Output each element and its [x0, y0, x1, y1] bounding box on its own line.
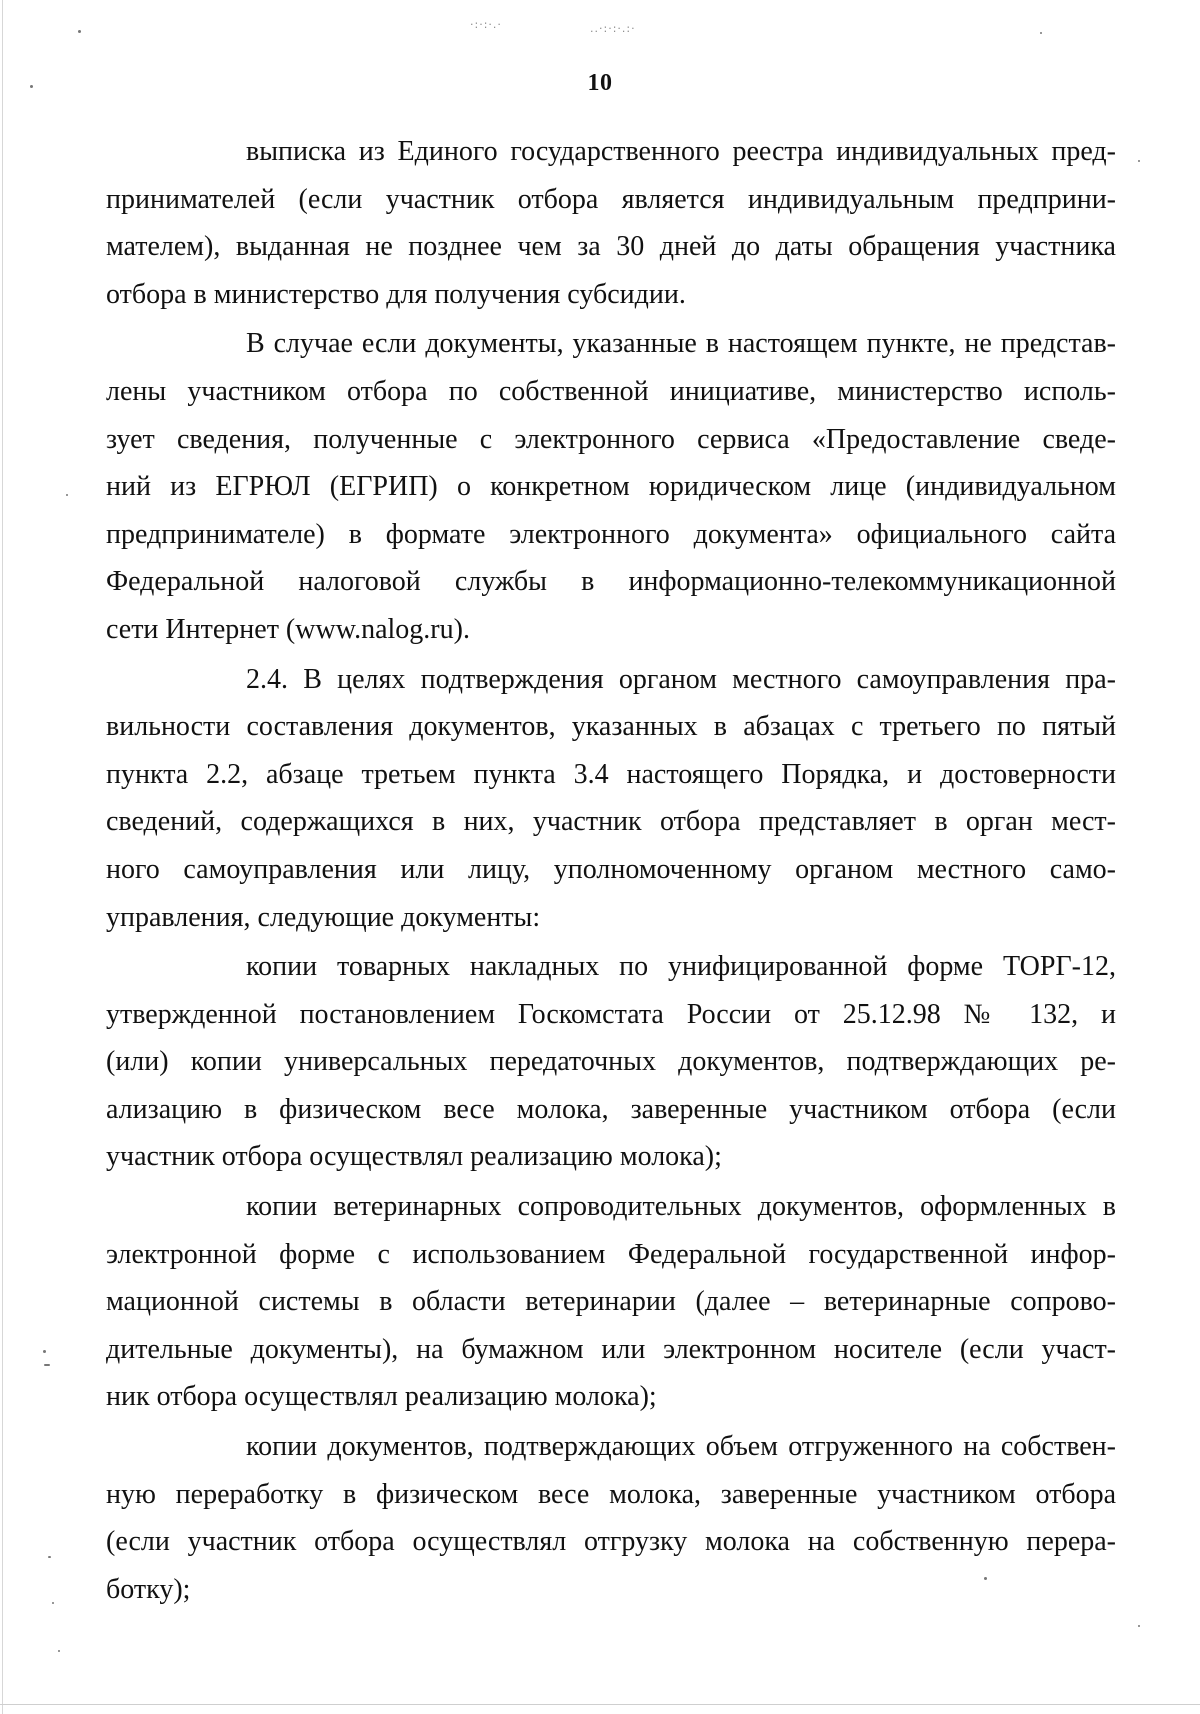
text-line: 2.4. В целях подтверждения органом местного самоуправления пра-	[246, 663, 1116, 695]
scan-speck	[1040, 32, 1042, 34]
paragraph	[106, 1423, 1116, 1613]
text-line: ний из ЕГРЮЛ (ЕГРИП) о конкретном юридическом лице (индивидуальном	[106, 471, 1116, 503]
paragraph	[106, 943, 1116, 1181]
text-line: дительные документы), на бумажном или электронном носителе (если участ-	[106, 1333, 1116, 1365]
scan-edge-line	[2, 0, 3, 1714]
text-line: вильности составления документов, указанных в абзацах с третьего по пятый	[106, 711, 1116, 743]
text-line: сети Интернет (www.nalog.ru).	[106, 613, 470, 645]
text-line: управления, следующие документы:	[106, 901, 541, 933]
scan-smudge: ..·:·:·.:·	[590, 22, 636, 35]
text-line: предпринимателе) в формате электронного документа» официального сайта	[106, 518, 1116, 550]
document-body	[106, 128, 1116, 1613]
scan-speck	[44, 1364, 50, 1366]
text-line: ботку);	[106, 1573, 191, 1605]
text-line: копии документов, подтверждающих объем отгруженного на собствен-	[246, 1431, 1116, 1463]
text-line: копии ветеринарных сопроводительных документов, оформленных в	[246, 1191, 1116, 1223]
text-line: электронной форме с использованием Федеральной государственной инфор-	[106, 1238, 1116, 1270]
text-line: ную переработку в физическом весе молока, заверенные участником отбора	[106, 1478, 1116, 1510]
text-line: принимателей (если участник отбора является индивидуальным предприни-	[106, 183, 1116, 215]
scan-bottom-line	[0, 1704, 1200, 1705]
text-line: пункта 2.2, абзаце третьем пункта 3.4 настоящего Порядка, и достоверности	[106, 758, 1116, 790]
text-line: мационной системы в области ветеринарии (далее – ветеринарные сопрово-	[106, 1286, 1116, 1318]
scan-speck	[43, 1350, 46, 1353]
text-line: лены участником отбора по собственной инициативе, министерство исполь-	[106, 375, 1116, 407]
scan-speck	[58, 1650, 60, 1652]
scan-speck	[66, 494, 68, 496]
scan-speck	[1138, 1625, 1140, 1627]
text-line: ного самоуправления или лицу, уполномоченному органом местного само-	[106, 853, 1116, 885]
text-line: В случае если документы, указанные в настоящем пункте, не представ-	[246, 328, 1116, 360]
text-line: ализацию в физическом весе молока, заверенные участником отбора (если	[106, 1093, 1116, 1125]
scan-speck	[1138, 160, 1140, 162]
text-line: мателем), выданная не позднее чем за 30 дней до даты обращения участника	[106, 231, 1116, 263]
text-line: выписка из Единого государственного реестра индивидуальных пред-	[246, 136, 1116, 167]
paragraph	[106, 320, 1116, 653]
text-line: участник отбора осуществлял реализацию молока);	[106, 1141, 722, 1173]
scan-smudge: ·:·:·.·	[470, 18, 502, 31]
scan-speck	[48, 1556, 51, 1558]
text-line: сведений, содержащихся в них, участник отбора представляет в орган мест-	[106, 806, 1116, 838]
paragraph	[106, 656, 1116, 942]
text-line: зует сведения, полученные с электронного сервиса «Предоставление сведе-	[106, 423, 1116, 455]
text-line: ник отбора осуществлял реализацию молока);	[106, 1381, 657, 1413]
text-line: (или) копии универсальных передаточных документов, подтверждающих ре-	[106, 1046, 1116, 1078]
page-number: 10	[587, 70, 613, 96]
text-line: отбора в министерство для получения субсидии.	[106, 278, 686, 310]
text-line: копии товарных накладных по унифицированной форме ТОРГ-12,	[246, 951, 1116, 983]
paragraph	[106, 1183, 1116, 1421]
text-line: Федеральной налоговой службы в информационно-телекоммуникационной	[106, 566, 1116, 598]
scan-speck	[78, 30, 81, 33]
scan-speck	[52, 1602, 54, 1604]
paragraph	[106, 128, 1116, 318]
text-line: (если участник отбора осуществлял отгрузку молока на собственную перера-	[106, 1526, 1116, 1558]
text-line: утвержденной постановлением Госкомстата России от 25.12.98 № 132, и	[106, 998, 1116, 1030]
